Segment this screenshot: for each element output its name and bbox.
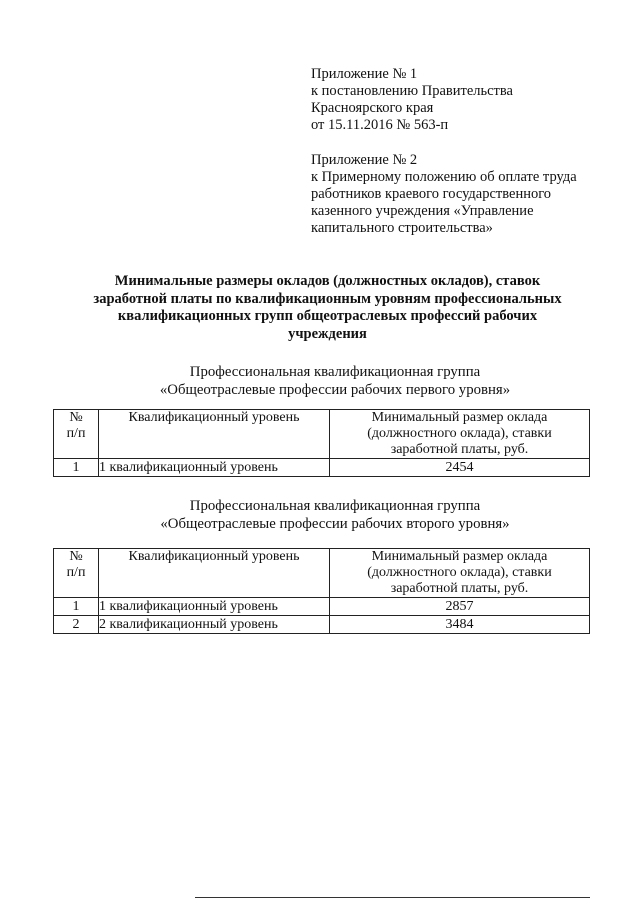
appendix-2-line: к Примерному положению об оплате труда [311,169,577,185]
appendix-1-line: Приложение № 1 [311,66,418,82]
table-header-row [54,410,590,459]
row-level: 1 квалификационный уровень [99,598,330,616]
appendix-1-line: от 15.11.2016 № 563-п [311,117,449,133]
appendix-2-block [311,152,577,237]
header-num-abbr: п/п [66,426,86,441]
row-number: 1 [54,598,99,616]
header-salary-line: заработной платы, руб. [390,581,529,596]
title-line: Минимальные размеры окладов (должностных окладов), ставок [114,273,541,289]
column-header-salary [330,410,590,459]
appendix-1-line: к постановлению Правительства [311,83,513,99]
row-salary: 2857 [330,598,590,616]
appendix-2-line: работников краевого государственного [311,186,552,202]
row-level: 2 квалификационный уровень [99,616,330,634]
row-number: 1 [54,459,99,477]
group-heading-line: «Общеотраслевые профессии рабочих второго уровня» [160,516,510,532]
title-line: заработной платы по квалификационным уровням профессиональных [93,290,562,307]
column-header-number [54,549,99,598]
appendix-2-line: капитального строительства» [311,220,493,236]
row-salary: 2454 [330,459,590,477]
header-num-abbr: п/п [66,565,86,580]
column-header-number [54,410,99,459]
page-bottom-divider [195,897,590,898]
header-salary-line: (должностного оклада), ставки [367,426,552,441]
group-2-heading [40,497,630,533]
appendix-2-line: казенного учреждения «Управление [311,203,534,219]
title-line: квалификационных групп общеотраслевых профессий рабочих [117,308,538,324]
group-heading-line: Профессиональная квалификационная группа [189,364,481,380]
group-1-heading [40,363,630,399]
table-header-row [54,549,590,598]
document-title [40,273,615,343]
header-num-symbol: № [69,549,83,564]
table-row [54,616,590,634]
row-number: 2 [54,616,99,634]
row-salary: 3484 [330,616,590,634]
column-header-salary [330,549,590,598]
header-salary-line: заработной платы, руб. [390,442,529,457]
column-header-level: Квалификационный уровень [99,549,330,598]
header-salary-line: Минимальный размер оклада [371,549,548,564]
group-heading-line: «Общеотраслевые профессии рабочих первого уровня» [159,382,511,398]
header-salary-line: Минимальный размер оклада [371,410,548,425]
title-line: учреждения [288,325,367,342]
row-level: 1 квалификационный уровень [99,459,330,477]
appendix-2-line: Приложение № 2 [311,152,418,168]
column-header-level: Квалификационный уровень [99,410,330,459]
group-1-table [53,409,590,477]
appendix-1-line: Красноярского края [311,100,434,116]
group-heading-line: Профессиональная квалификационная группа [189,498,481,514]
header-salary-line: (должностного оклада), ставки [367,565,552,580]
header-num-symbol: № [69,410,83,425]
table-row [54,459,590,477]
appendix-1-block [311,66,513,134]
group-2-table [53,548,590,634]
table-row [54,598,590,616]
